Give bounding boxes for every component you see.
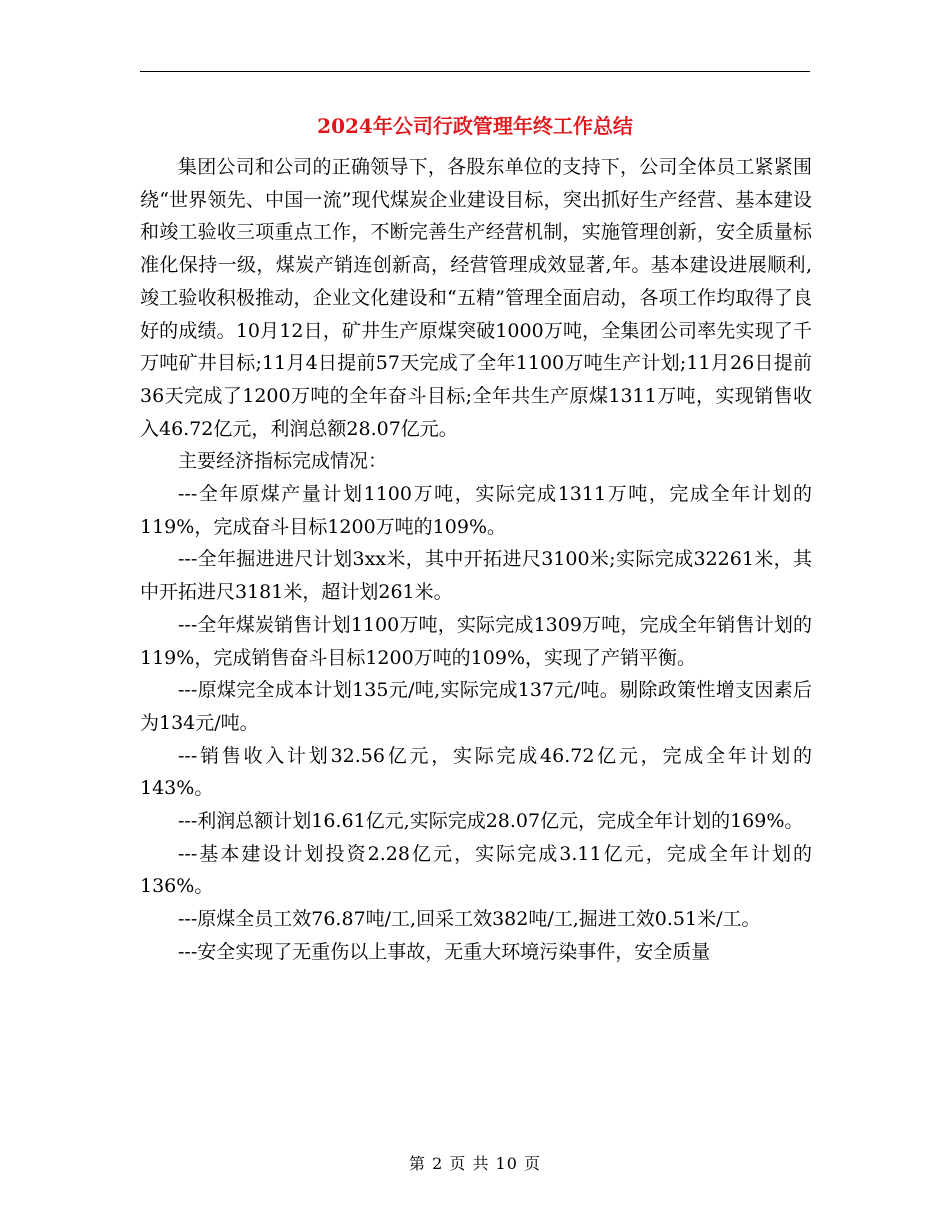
document-title: 2024年公司行政管理年终工作总结 — [317, 114, 633, 138]
paragraph-safety: ---安全实现了无重伤以上事故，无重大环境污染事件，安全质量 — [178, 940, 711, 963]
page-footer: 第 2 页 共 10 页 — [409, 1154, 541, 1173]
paragraph-indicators-heading: 主要经济指标完成情况： — [178, 450, 388, 473]
paragraph-coal-output: ---全年原煤产量计划1100万吨，实际完成1311万吨，完成全年计划的119%，完成奋斗目标1200万吨的109%。 — [140, 483, 812, 538]
paragraph-intro: 集团公司和公司的正确领导下，各股东单位的支持下，公司全体员工紧紧围绕“世界领先、中国一流”现代煤炭企业建设目标，突出抓好生产经营、基本建设和竣工验收三项重点工作，不断完善生产经营机制，实施管理创新，安全质量标准化保持一级，煤炭产销连创新高，经营管理成效显著,年。基本建设进展顺利,竣工验收积极推动，企业文化建设和“五精”管理全面启动，各项工作均取得了良好的成绩。10月12日，矿井生产原煤突破1000万吨，全集团公司率先实现了千万吨矿井目标;11月4日提前57天完成了全年1100万吨生产计划;11月26日提前36天完成了1200万吨的全年奋斗目标;全年共生产原煤1311万吨，实现销售收入46.72亿元，利润总额28.07亿元。 — [140, 156, 812, 440]
document-body — [140, 151, 812, 969]
paragraph-efficiency: ---原煤全员工效76.87吨/工,回采工效382吨/工,掘进工效0.51米/工。 — [178, 908, 761, 931]
paragraph-revenue: ---销售收入计划32.56亿元，实际完成46.72亿元，完成全年计划的143%。 — [140, 744, 812, 800]
paragraph-coal-sales: ---全年煤炭销售计划1100万吨，实际完成1309万吨，完成全年销售计划的119%，完成销售奋斗目标1200万吨的109%，实现了产销平衡。 — [140, 613, 812, 669]
paragraph-cost: ---原煤完全成本计划135元/吨,实际完成137元/吨。剔除政策性增支因素后为134元/吨。 — [140, 679, 812, 734]
paragraph-profit: ---利润总额计划16.61亿元,实际完成28.07亿元，完成全年计划的169%。 — [178, 810, 804, 833]
paragraph-investment: ---基本建设计划投资2.28亿元，实际完成3.11亿元，完成全年计划的136%。 — [140, 842, 812, 898]
paragraph-tunneling: ---全年掘进进尺计划3xx米，其中开拓进尺3100米;实际完成32261米，其中开拓进尺3181米，超计划261米。 — [140, 548, 812, 604]
header-rule — [140, 71, 810, 72]
